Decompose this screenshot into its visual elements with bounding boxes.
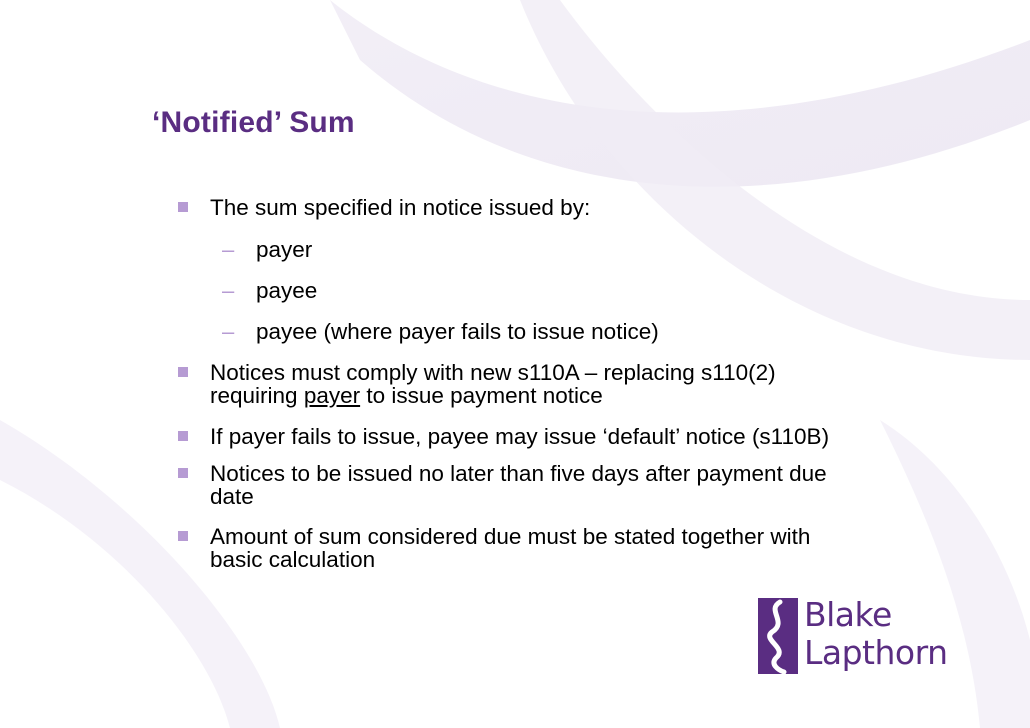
bullet-text-line2: basic calculation — [210, 547, 376, 572]
logo-text — [804, 596, 948, 672]
bullet-item — [176, 425, 930, 448]
dash-marker: – — [222, 319, 235, 344]
sub-bullet-item — [176, 238, 956, 261]
bullet-item — [176, 196, 910, 219]
bullet-text: If payer fails to issue, payee may issue ‘default’ notice (s110B) — [210, 424, 830, 449]
blake-lapthorn-logo — [758, 596, 948, 676]
logo-line-blake: Blake — [804, 595, 892, 634]
text-segment: to issue payment notice — [360, 383, 603, 408]
bullet-marker — [178, 367, 188, 377]
bullet-marker — [178, 202, 188, 212]
bullet-marker — [178, 431, 188, 441]
sub-bullet-item — [176, 279, 956, 302]
bullet-item — [176, 361, 930, 407]
bullet-marker — [178, 468, 188, 478]
bullet-text-line1: Amount of sum considered due must be stated together with — [210, 524, 811, 549]
text-segment: requiring — [210, 383, 304, 408]
bullet-text-line1: Notices to be issued no later than five days after payment due — [210, 461, 827, 486]
bullet-marker — [178, 531, 188, 541]
bullet-item — [176, 525, 930, 571]
bullet-text-line2 — [210, 384, 930, 407]
sub-bullet-text: payer — [256, 237, 313, 262]
underlined-word: payer — [303, 383, 361, 408]
bullet-item — [176, 462, 930, 508]
logo-mark-icon — [758, 596, 798, 676]
logo-line-lapthorn: Lapthorn — [804, 633, 948, 672]
sub-bullet-item — [176, 320, 956, 343]
bullet-text-line1: Notices must comply with new s110A – replacing s110(2) — [210, 360, 776, 385]
bullet-text: The sum specified in notice issued by: — [210, 195, 591, 220]
dash-marker: – — [222, 278, 235, 303]
sub-bullet-text: payee — [256, 278, 318, 303]
bullet-text-line2: date — [210, 484, 254, 509]
dash-marker: – — [222, 237, 235, 262]
sub-bullet-text: payee (where payer fails to issue notice) — [256, 319, 659, 344]
slide-title: ‘Notified’ Sum — [152, 106, 355, 139]
